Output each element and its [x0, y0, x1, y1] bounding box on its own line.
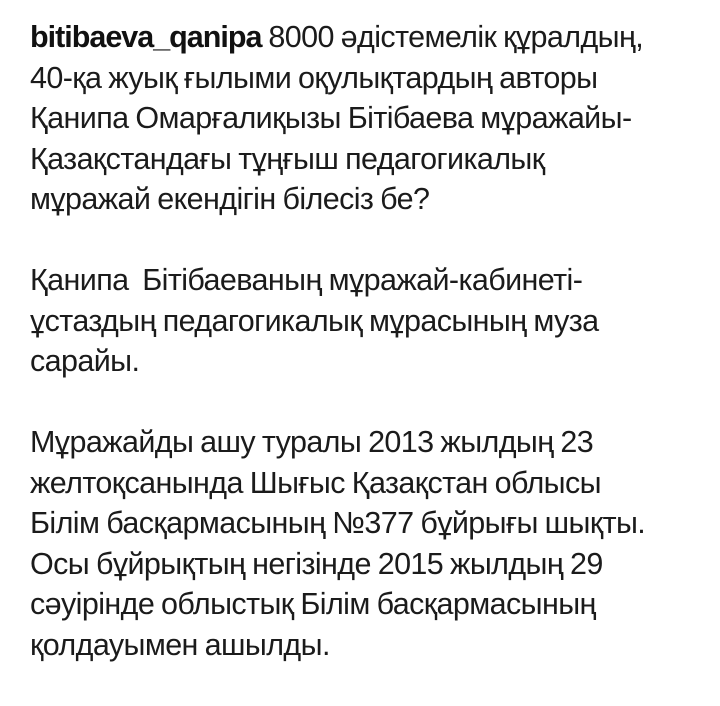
caption-line: Мұражайды ашу туралы 2013 жылдың 23: [30, 425, 594, 459]
caption-line: сәуірінде облыстық Білім басқармасының: [30, 587, 596, 621]
caption-line: сарайы.: [30, 344, 140, 378]
caption-line: Осы бұйрықтың негізінде 2015 жылдың 29: [30, 546, 603, 581]
caption-text: 8000 әдістемелік құралдың,: [268, 20, 644, 54]
caption-line: желтоқсанында Шығыс Қазақстан облысы: [30, 465, 601, 500]
caption-line: 40-қа жуық ғылыми оқулықтардың авторы: [30, 60, 598, 95]
caption-line: ұстаздың педагогикалық мұрасының муза: [30, 303, 599, 338]
caption-line: [30, 17, 710, 58]
caption-line: Қазақстандағы тұңғыш педагогикалық: [30, 141, 545, 176]
caption-paragraph-1: [30, 17, 710, 220]
caption-line: қолдауымен ашылды.: [30, 627, 330, 662]
post-caption: [30, 17, 710, 706]
caption-line: мұражай екендігін білесіз бе?: [30, 182, 430, 216]
caption-line: Білім басқармасының №377 бұйрығы шықты.: [30, 506, 646, 540]
caption-paragraph-3: [30, 422, 710, 665]
caption-line: Қанипа Бітібаеваның мұражай-кабинеті-: [30, 263, 583, 297]
caption-line: Қанипа Омарғалиқызы Бітібаева мұражайы-: [30, 101, 632, 135]
username-link[interactable]: bitibaeva_qanipa: [30, 20, 262, 54]
caption-paragraph-2: [30, 260, 710, 382]
